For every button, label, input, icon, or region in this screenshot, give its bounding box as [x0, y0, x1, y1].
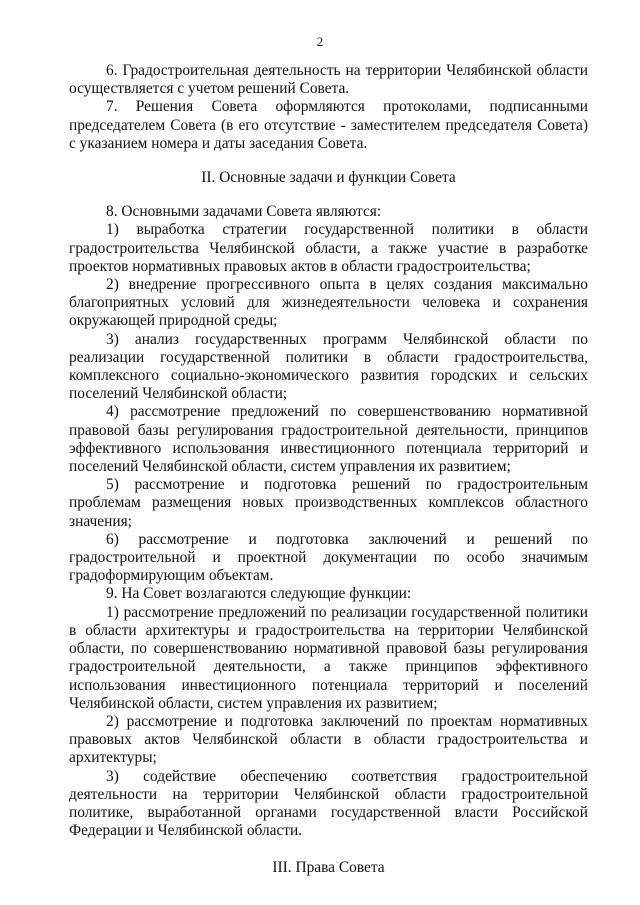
- paragraph-7: 7. Решения Совета оформляются протоколами, подписанными председателем Совета (в его отсутствие - заместителем председателя Совета) с указанием номера и даты заседания Совета.: [69, 98, 588, 152]
- task-item-6: 6) рассмотрение и подготовка заключений и решений по градостроительной и проектной документации по особо значимым градоформирующим объектам.: [69, 530, 588, 585]
- task-item-5: 5) рассмотрение и подготовка решений по градостроительным проблемам размещения новых производственных комплексов областного значения;: [69, 476, 588, 530]
- task-item-4: 4) рассмотрение предложений по совершенствованию нормативной правовой базы регулирования градостроительной деятельности, принципов эффективного использования инвестиционного потенциала территорий и поселений Челябинской области, систем управления их развитием;: [69, 403, 588, 476]
- function-item-2: 2) рассмотрение и подготовка заключений по проектам нормативных правовых актов Челябинской области в области градостроительства и архитектуры;: [69, 712, 588, 767]
- page-number: 2: [316, 34, 324, 49]
- section-heading-2: II. Основные задачи и функции Совета: [201, 169, 456, 187]
- function-item-3: 3) содействие обеспечению соответствия градостроительной деятельности на территории Челябинской области градостроительной политике, выработанной органами государственной власти Российской Федерации и Челябинской области.: [69, 767, 588, 840]
- paragraph-6: 6. Градостроительная деятельность на территории Челябинской области осуществляется с учетом решений Совета.: [69, 62, 588, 98]
- task-item-3: 3) анализ государственных программ Челябинской области по реализации государственной политики в области градостроительства, комплексного социально-экономического развития городских и сельских поселений Челябинской области;: [69, 330, 588, 403]
- section-heading-3: III. Права Совета: [272, 859, 385, 877]
- function-item-1: 1) рассмотрение предложений по реализации государственной политики в области архитектуры и градостроительства на территории Челябинской области, по совершенствованию нормативной правовой базы регулирования градостроительной деятельности, а также принципов эффективного использования инвестиционного потенциала территорий и поселений Челябинской области, систем управления их развитием;: [69, 603, 588, 712]
- paragraph-9: 9. На Совет возлагаются следующие функции:: [106, 585, 412, 603]
- document-body: [69, 62, 588, 878]
- task-item-1: 1) выработка стратегии государственной политики в области градостроительства Челябинской области, а также участие в разработке проектов нормативных правовых актов в области градостроительства;: [69, 221, 588, 275]
- paragraph-8: 8. Основными задачами Совета являются:: [106, 203, 382, 221]
- task-item-2: 2) внедрение прогрессивного опыта в целях создания максимально благоприятных условий для жизнедеятельности человека и сохранения окружающей природной среды;: [69, 276, 588, 330]
